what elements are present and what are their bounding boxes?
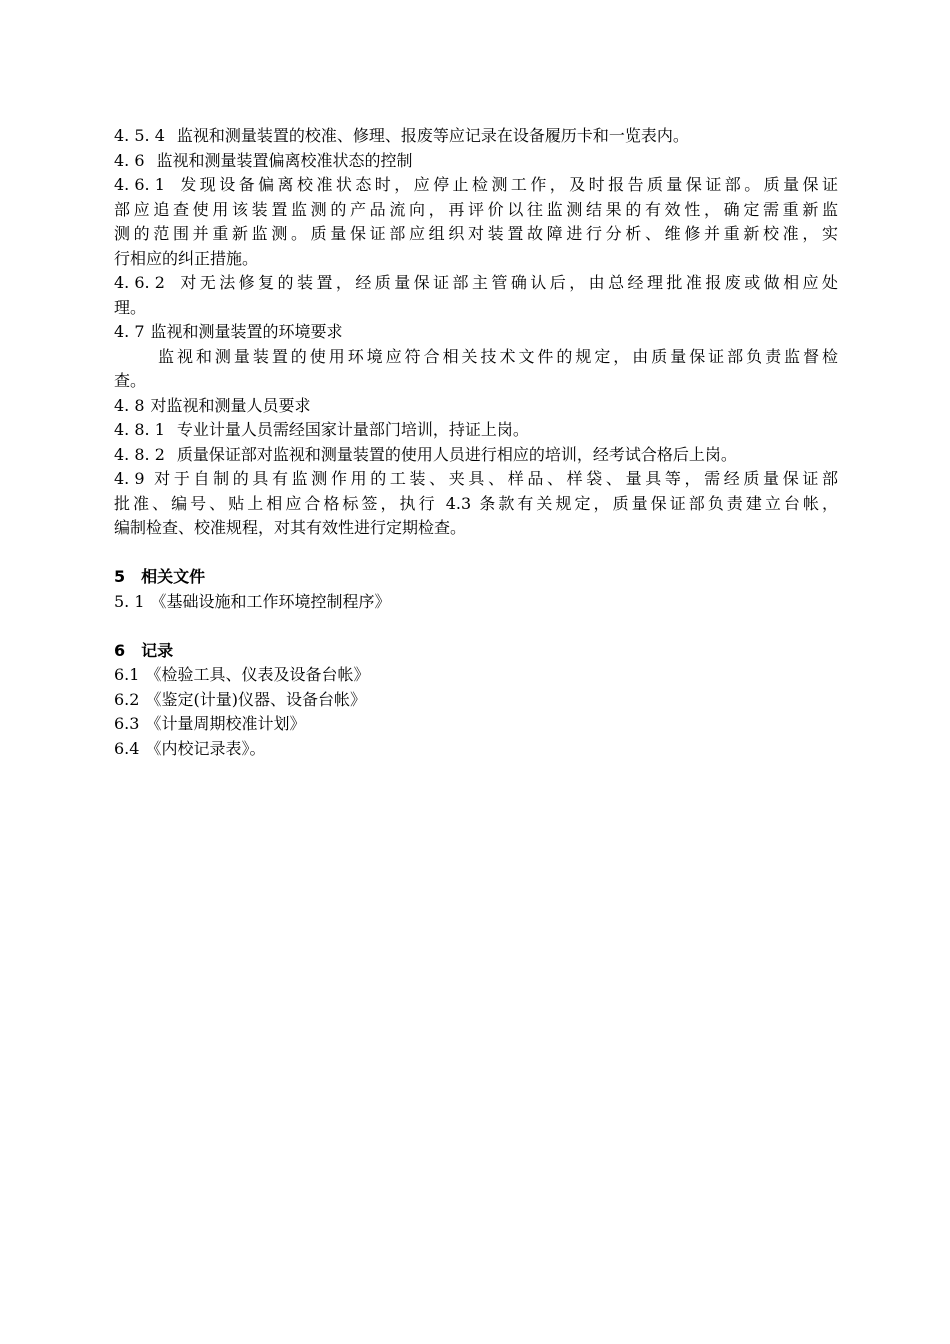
section-6-heading bbox=[114, 639, 838, 664]
item-text: 《鉴定(计量)仪器、设备台帐》 bbox=[145, 689, 366, 709]
clause-4-6-heading bbox=[114, 149, 838, 174]
clause-text: 专业计量人员需经国家计量部门培训，持证上岗。 bbox=[176, 420, 529, 439]
clause-4-6-1-line-2: 部应追查使用该装置监测的产品流向，再评价以往监测结果的有效性，确定需重新监 bbox=[114, 199, 838, 219]
clause-4-6-1-line-4: 行相应的纠正措施。 bbox=[114, 248, 259, 268]
section-spacer bbox=[114, 614, 838, 639]
clause-number: 4. 6. 1 bbox=[114, 175, 165, 194]
clause-4-6-1-line-1 bbox=[114, 173, 838, 198]
clause-number: 4. 5. 4 bbox=[114, 126, 165, 145]
section-spacer bbox=[114, 541, 838, 566]
section-5-heading bbox=[114, 565, 838, 590]
clause-4-9-line-3: 编制检查、校准规程，对其有效性进行定期检查。 bbox=[114, 518, 467, 537]
clause-text: 发现设备偏离校准状态时，应停止检测工作，及时报告质量保证部。质量保证 bbox=[176, 175, 838, 194]
clause-title: 监视和测量装置的环境要求 bbox=[150, 322, 343, 341]
section-6-item bbox=[114, 712, 838, 737]
section-5-item bbox=[114, 590, 838, 615]
clause-4-7-line-1: 监视和测量装置的使用环境应符合相关技术文件的规定，由质量保证部负责监督检 bbox=[158, 346, 838, 366]
clause-text: 监视和测量装置的校准、修理、报废等应记录在设备履历卡和一览表内。 bbox=[176, 126, 689, 145]
clause-title: 监视和测量装置偏离校准状态的控制 bbox=[156, 150, 413, 170]
document-page bbox=[114, 124, 838, 761]
clause-text: 对无法修复的装置，经质量保证部主管确认后，由总经理批准报废或做相应处 bbox=[176, 273, 838, 292]
clause-4-8-2 bbox=[114, 443, 838, 468]
section-6-item bbox=[114, 663, 838, 688]
clause-4-7-line-2: 查。 bbox=[114, 371, 147, 390]
section-6-item bbox=[114, 737, 838, 762]
item-number: 6.4 bbox=[114, 738, 140, 758]
item-text: 《基础设施和工作环境控制程序》 bbox=[150, 591, 391, 611]
section-title: 相关文件 bbox=[141, 567, 206, 586]
clause-4-7-heading bbox=[114, 320, 838, 345]
clause-number: 4. 8. 2 bbox=[114, 444, 165, 464]
section-number: 6 bbox=[114, 640, 126, 660]
clause-4-6-1-line-3: 测的范围并重新监测。质量保证部应组织对装置故障进行分析、维修并重新校准，实 bbox=[114, 224, 838, 243]
section-6-item bbox=[114, 688, 838, 713]
item-text: 《检验工具、仪表及设备台帐》 bbox=[145, 665, 370, 684]
clause-4-9-line-2: 批准、编号、贴上相应合格标签，执行 4.3 条款有关规定，质量保证部负责建立台帐， bbox=[114, 493, 838, 513]
clause-number: 4. 9 bbox=[114, 469, 145, 488]
clause-text: 质量保证部对监视和测量装置的使用人员进行相应的培训，经考试合格后上岗。 bbox=[176, 444, 737, 464]
clause-number: 4. 8 bbox=[114, 395, 145, 415]
clause-text: 对于自制的具有监测作用的工装、夹具、样品、样袋、量具等，需经质量保证部 bbox=[150, 469, 838, 488]
item-number: 6.3 bbox=[114, 714, 140, 733]
clause-title: 对监视和测量人员要求 bbox=[150, 395, 311, 415]
clause-4-6-2-line-1 bbox=[114, 271, 838, 296]
item-text: 《内校记录表》。 bbox=[145, 738, 266, 758]
clause-4-8-1 bbox=[114, 418, 838, 443]
item-number: 6.2 bbox=[114, 689, 140, 709]
section-number: 5 bbox=[114, 567, 126, 586]
clause-number: 4. 8. 1 bbox=[114, 420, 165, 439]
section-title: 记录 bbox=[141, 640, 174, 660]
clause-number: 4. 6. 2 bbox=[114, 273, 165, 292]
clause-4-6-2-line-2: 理。 bbox=[114, 297, 147, 317]
item-text: 《计量周期校准计划》 bbox=[145, 714, 306, 733]
clause-number: 4. 7 bbox=[114, 322, 145, 341]
clause-number: 4. 6 bbox=[114, 150, 145, 170]
item-number: 5. 1 bbox=[114, 591, 145, 611]
clause-4-5-4 bbox=[114, 124, 838, 149]
clause-4-9-line-1 bbox=[114, 467, 838, 492]
clause-4-8-heading bbox=[114, 394, 838, 419]
item-number: 6.1 bbox=[114, 665, 140, 684]
